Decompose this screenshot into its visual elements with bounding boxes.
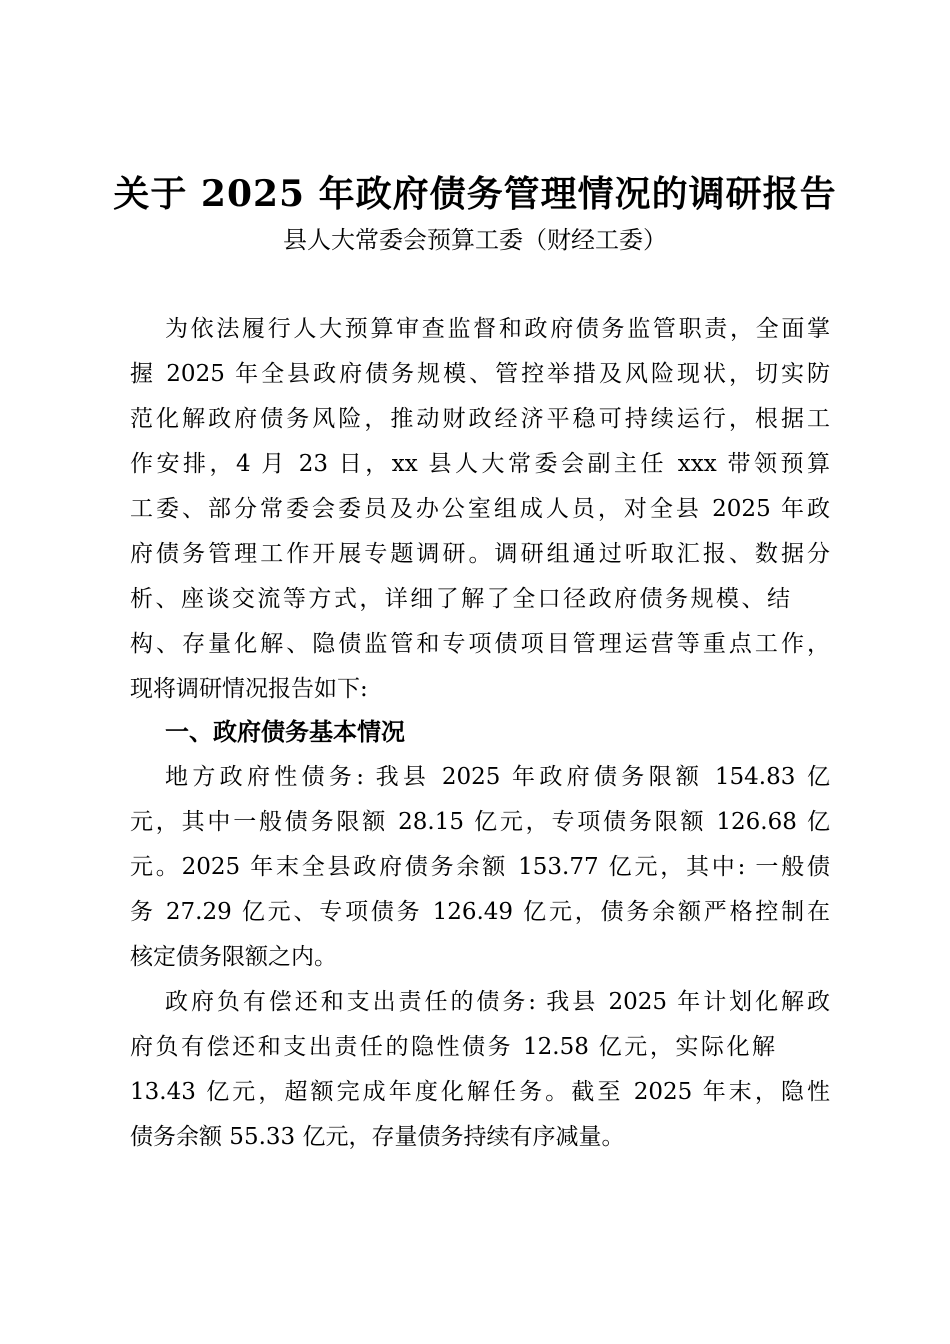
intro-line-8: 构、存量化解、隐债监管和专项债项目管理运营等重点工作， — [130, 631, 830, 657]
section-1-p2-line-2: 府负有偿还和支出责任的隐性债务 12.58 亿元，实际化解 — [130, 1034, 775, 1060]
section-1-p2-line-4: 债务余额 55.33 亿元，存量债务持续有序减量。 — [130, 1124, 625, 1150]
section-1-p1-line-1: 地方政府性债务: 我县 2025 年政府债务限额 154.83 亿 — [165, 764, 830, 790]
intro-line-6: 府债务管理工作开展专题调研。调研组通过听取汇报、数据分 — [130, 541, 830, 567]
section-1-p2-line-1: 政府负有偿还和支出责任的债务: 我县 2025 年计划化解政 — [165, 989, 830, 1015]
intro-line-4: 作安排，4 月 23 日，xx 县人大常委会副主任 xxx 带领预算 — [130, 451, 830, 477]
document-title: 关于 2025 年政府债务管理情况的调研报告 — [113, 173, 837, 215]
section-1-heading: 一、政府债务基本情况 — [165, 717, 405, 746]
intro-line-3: 范化解政府债务风险，推动财政经济平稳可持续运行，根据工 — [130, 406, 830, 432]
intro-line-5: 工委、部分常委会委员及办公室组成人员，对全县 2025 年政 — [130, 496, 830, 522]
intro-line-2: 握 2025 年全县政府债务规模、管控举措及风险现状，切实防 — [130, 361, 830, 387]
intro-line-1: 为依法履行人大预算审查监督和政府债务监管职责，全面掌 — [165, 316, 830, 342]
intro-line-9: 现将调研情况报告如下: — [130, 676, 368, 702]
intro-line-7: 析、座谈交流等方式，详细了解了全口径政府债务规模、结 — [130, 586, 790, 612]
section-1-p1-line-4: 务 27.29 亿元、专项债务 126.49 亿元，债务余额严格控制在 — [130, 899, 830, 925]
section-1-p2-line-3: 13.43 亿元，超额完成年度化解任务。截至 2025 年末，隐性 — [130, 1079, 830, 1105]
section-1-p1-line-3: 元。2025 年末全县政府债务余额 153.77 亿元，其中: 一般债 — [130, 854, 830, 880]
section-1-p1-line-5: 核定债务限额之内。 — [130, 944, 337, 970]
document-subtitle: 县人大常委会预算工委（财经工委） — [283, 226, 667, 254]
section-1-p1-line-2: 元，其中一般债务限额 28.15 亿元，专项债务限额 126.68 亿 — [130, 809, 830, 835]
